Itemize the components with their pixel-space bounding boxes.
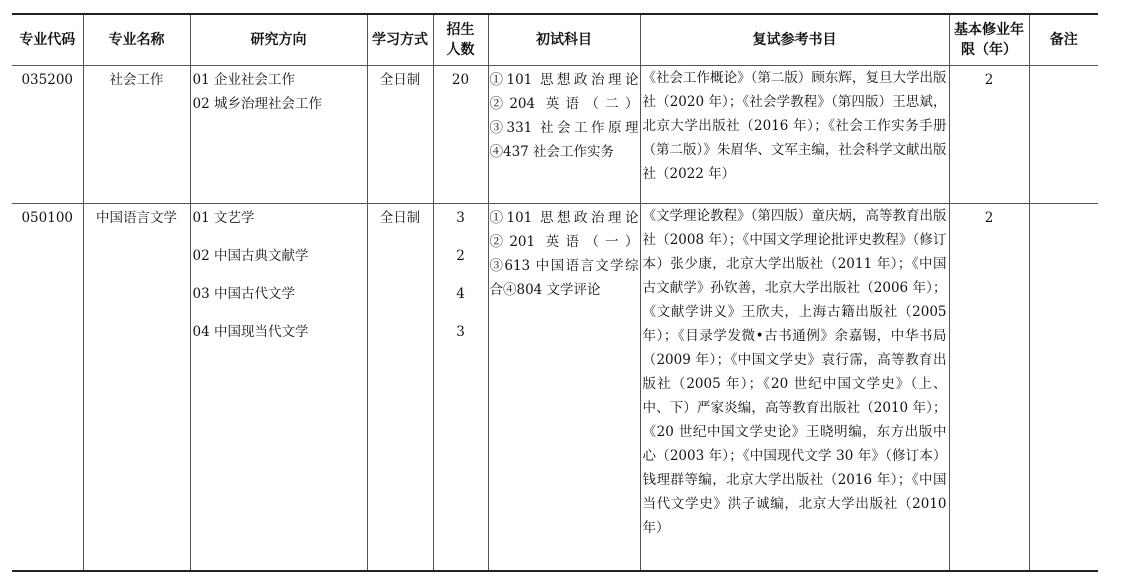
major-name: 社会工作 bbox=[83, 66, 190, 204]
reference-books: 《社会工作概论》（第二版）顾东辉，复旦大学出版社（2020 年）；《社会学教程》（第四版）王思斌，北京大学出版社（2016 年）；《社会工作实务手册（第二版）》朱眉华、文军主编，社会科学文献出版社（2022 年） bbox=[640, 66, 949, 204]
enrollment-count: 2 bbox=[456, 248, 465, 264]
enrollment-count: 4 bbox=[456, 286, 465, 302]
direction-item: 04 中国现当代文学 bbox=[192, 324, 309, 340]
direction-item: 02 城乡治理社会工作 bbox=[192, 96, 322, 112]
study-mode: 全日制 bbox=[367, 204, 433, 572]
enrollment-count: 3 bbox=[456, 324, 465, 340]
table-row bbox=[12, 204, 1098, 572]
major-name: 中国语言文学 bbox=[83, 204, 190, 572]
header-mode: 学习方式 bbox=[367, 14, 433, 66]
study-years: 2 bbox=[949, 66, 1029, 204]
header-note: 备注 bbox=[1029, 14, 1098, 66]
research-directions bbox=[190, 66, 367, 204]
admission-table bbox=[12, 13, 1098, 572]
remarks bbox=[1029, 204, 1098, 572]
header-code: 专业代码 bbox=[12, 14, 83, 66]
header-books: 复试参考书目 bbox=[640, 14, 949, 66]
table-row bbox=[12, 66, 1098, 204]
header-name: 专业名称 bbox=[83, 14, 190, 66]
direction-item: 03 中国古代文学 bbox=[192, 286, 295, 302]
direction-item: 01 文艺学 bbox=[192, 210, 255, 226]
study-years: 2 bbox=[949, 204, 1029, 572]
enrollment-count: 3 bbox=[456, 210, 465, 226]
major-code: 050100 bbox=[12, 204, 83, 572]
direction-item: 01 企业社会工作 bbox=[192, 72, 295, 88]
enrollment-counts bbox=[433, 204, 488, 572]
exam-subjects: ①101 思想政治理论②204 英语（二）③331 社会工作原理④437 社会工作实务 bbox=[488, 66, 640, 204]
study-mode: 全日制 bbox=[367, 66, 433, 204]
direction-item: 02 中国古典文献学 bbox=[192, 248, 309, 264]
remarks bbox=[1029, 66, 1098, 204]
header-enroll: 招生人数 bbox=[433, 14, 488, 66]
enrollment-count: 20 bbox=[433, 66, 488, 204]
header-row bbox=[12, 14, 1098, 66]
header-exam: 初试科目 bbox=[488, 14, 640, 66]
header-years: 基本修业年限（年） bbox=[949, 14, 1029, 66]
reference-books: 《文学理论教程》（第四版）童庆炳，高等教育出版社（2008 年）；《中国文学理论批评史教程》（修订本）张少康，北京大学出版社（2011 年）；《中国古文献学》孙钦善，北京大学出版社（2006 年）；《文献学讲义》王欣夫，上海古籍出版社（2005 年）；《目录学发微•古书通例》余嘉锡，中华书局（2009 年）；《中国文学史》袁行霈，高等教育出版社（2005 年）；《20 世纪中国文学史》（上、中、下）严家炎编，高等教育出版社（2010 年）；《20 世纪中国文学史论》王晓明编，东方出版中心（2003 年）；《中国现代文学 30 年》（修订本）钱理群等编，北京大学出版社（2016 年）；《中国当代文学史》洪子诚编，北京大学出版社（2010 年） bbox=[640, 204, 949, 572]
research-directions bbox=[190, 204, 367, 572]
header-direction: 研究方向 bbox=[190, 14, 367, 66]
exam-subjects: ①101 思想政治理论②201 英语（一）③613 中国语言文学综合④804 文学评论 bbox=[488, 204, 640, 572]
major-code: 035200 bbox=[12, 66, 83, 204]
